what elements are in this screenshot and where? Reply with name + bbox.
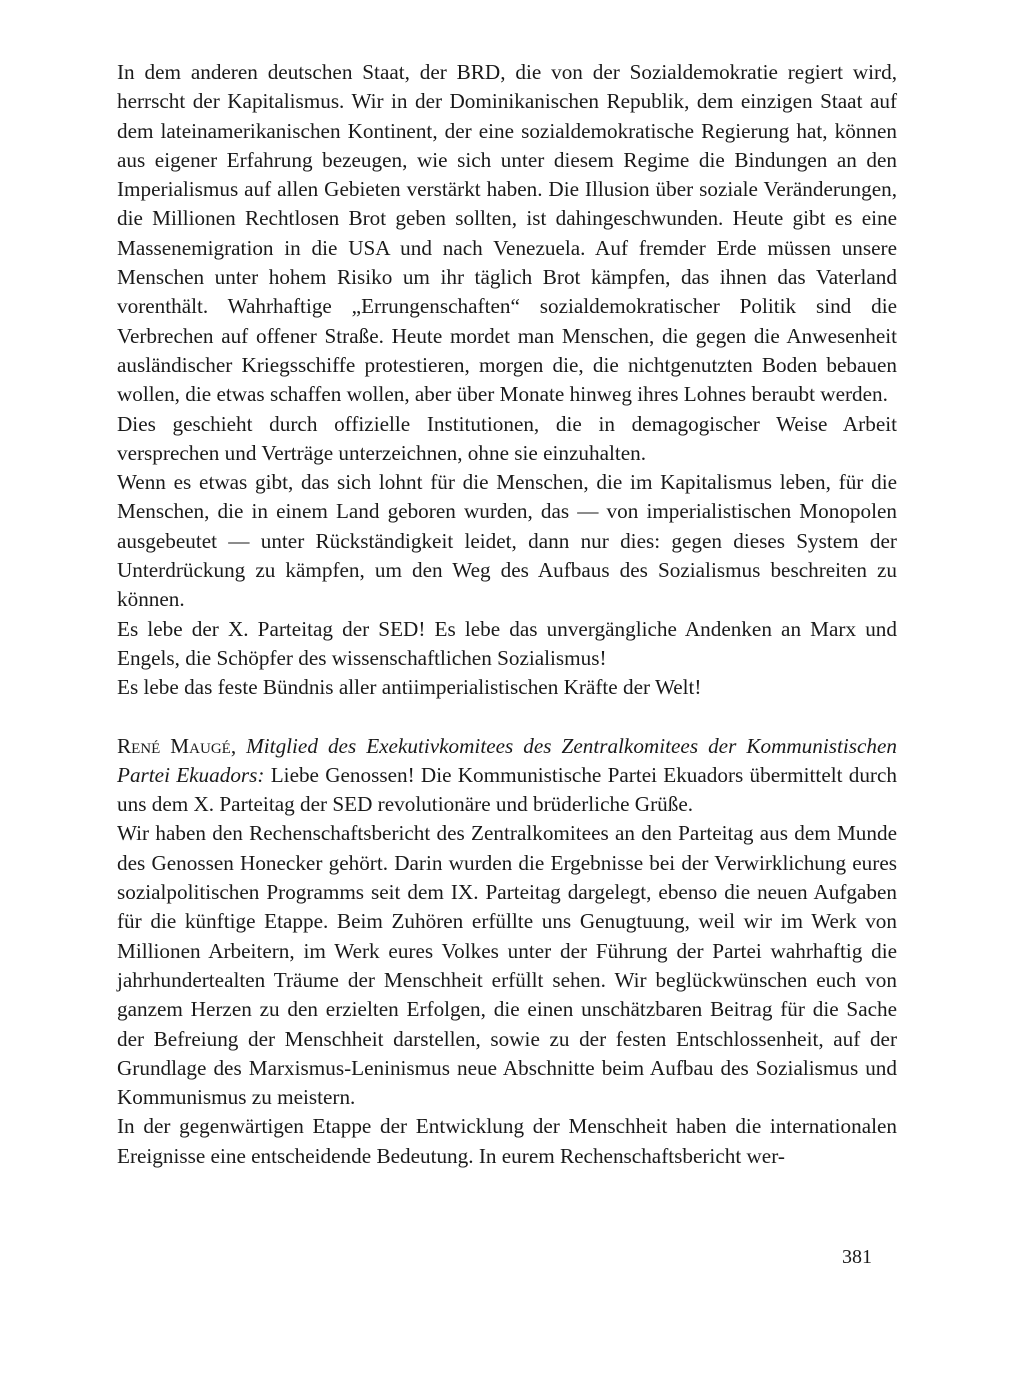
paragraph: Dies geschieht durch offizielle Institutionen, die in demagogischer Weise Arbeit versprechen und Verträge unterzeichnen, ohne sie einzuhalten. bbox=[117, 411, 897, 465]
paragraph: In dem anderen deutschen Staat, der BRD, die von der Sozialdemokratie regiert wird, herrscht der Kapitalismus. Wir in der Dominikanischen Republik, dem einzigen Staat auf dem lateinamerikanischen Kontinent, der eine sozialdemokratische Regierung hat, können aus eigener Erfahrung bezeugen, wie sich unter diesem Regime die Bindungen an den Imperialismus auf allen Gebieten verstärkt haben. Die Illusion über soziale Veränderungen, die Millionen Rechtlosen Brot geben sollten, ist dahingeschwunden. Heute gibt es eine Massenemigration in die USA und nach Venezuela. Auf fremder Erde müssen unsere Menschen unter hohem Risiko um ihr täglich Brot kämpfen, das ihnen das Vaterland vorenthält. Wahrhaftige „Errungenschaften“ sozialdemokratischer Politik sind die Verbrechen auf offener Straße. Heute mordet man Menschen, die gegen die Anwesenheit ausländischer Kriegsschiffe protestieren, morgen die, die nichtgenutzten Boden bebauen wollen, die etwas schaffen wollen, aber über Monate hinweg ihres Lohnes beraubt werden. bbox=[117, 60, 897, 407]
paragraph: Wir haben den Rechenschaftsbericht des Zentralkomitees an den Parteitag aus dem Munde des Genossen Honecker gehört. Darin wurden die Ergebnisse bei der Verwirklichung eures sozialpolitischen Programms seit dem IX. Parteitag dargelegt, ebenso die neuen Aufgaben für die künftige Etappe. Beim Zuhören erfüllte uns Genugtuung, weil wir im Werk von Millionen Arbeitern, im Werk eures Volkes unter der Führung der Partei wahrhaftig die jahrhundertealten Träume der Menschheit erfüllt sehen. Wir beglückwünschen euch von ganzem Herzen zu den erzielten Erfolgen, die einen unschätzbaren Beitrag für die Sache der Befreiung der Menschheit darstellen, sowie zu der festen Entschlossenheit, auf der Grundlage des Marxismus-Leninismus neue Abschnitte beim Aufbau des Sozialismus und Kommunismus zu meistern. bbox=[117, 821, 897, 1110]
speaker-paragraph: René Maugé, Mitglied des Exekutivkomitees des Zentralkomitees der Kommunistischen Partei Ekuadors: Liebe Genossen! Die Kommunistische Partei Ekuadors übermittelt durch uns dem X. Parteitag der SED revolutionäre und brüderliche Grüße. bbox=[117, 733, 898, 817]
page-number: 381 bbox=[842, 1246, 872, 1268]
paragraph: Es lebe der X. Parteitag der SED! Es lebe das unvergängliche Andenken an Marx und Engels, die Schöpfer des wissenschaftlichen Sozialismus! bbox=[117, 616, 897, 670]
speaker-role: Mitglied des Exekutivkomitees des Zentralkomitees der Kommunistischen Partei Ekuadors: bbox=[117, 733, 898, 787]
paragraph: Wenn es etwas gibt, das sich lohnt für die Menschen, die im Kapitalismus leben, für die Menschen, die in einem Land geboren wurden, das — von imperialistischen Monopolen ausgebeutet — unter Rückständigkeit leidet, dann nur dies: gegen dieses System der Unterdrückung zu kämpfen, um den Weg des Aufbaus des Sozialismus beschreiten zu können. bbox=[117, 470, 897, 612]
page-body bbox=[117, 58, 897, 1171]
speaker-text: Liebe Genossen! Die Kommunistische Partei Ekuadors übermittelt durch uns dem X. Parteitag der SED revolutionäre und brüderliche Grüße. bbox=[117, 762, 897, 817]
speaker-name: René Maugé bbox=[117, 733, 231, 758]
paragraph: Es lebe das feste Bündnis aller antiimperialistischen Kräfte der Welt! bbox=[117, 675, 702, 700]
paragraph: In der gegenwärtigen Etappe der Entwicklung der Menschheit haben die internationalen Ereignisse eine entscheidende Bedeutung. In eurem Rechenschaftsbericht wer- bbox=[117, 1114, 897, 1168]
